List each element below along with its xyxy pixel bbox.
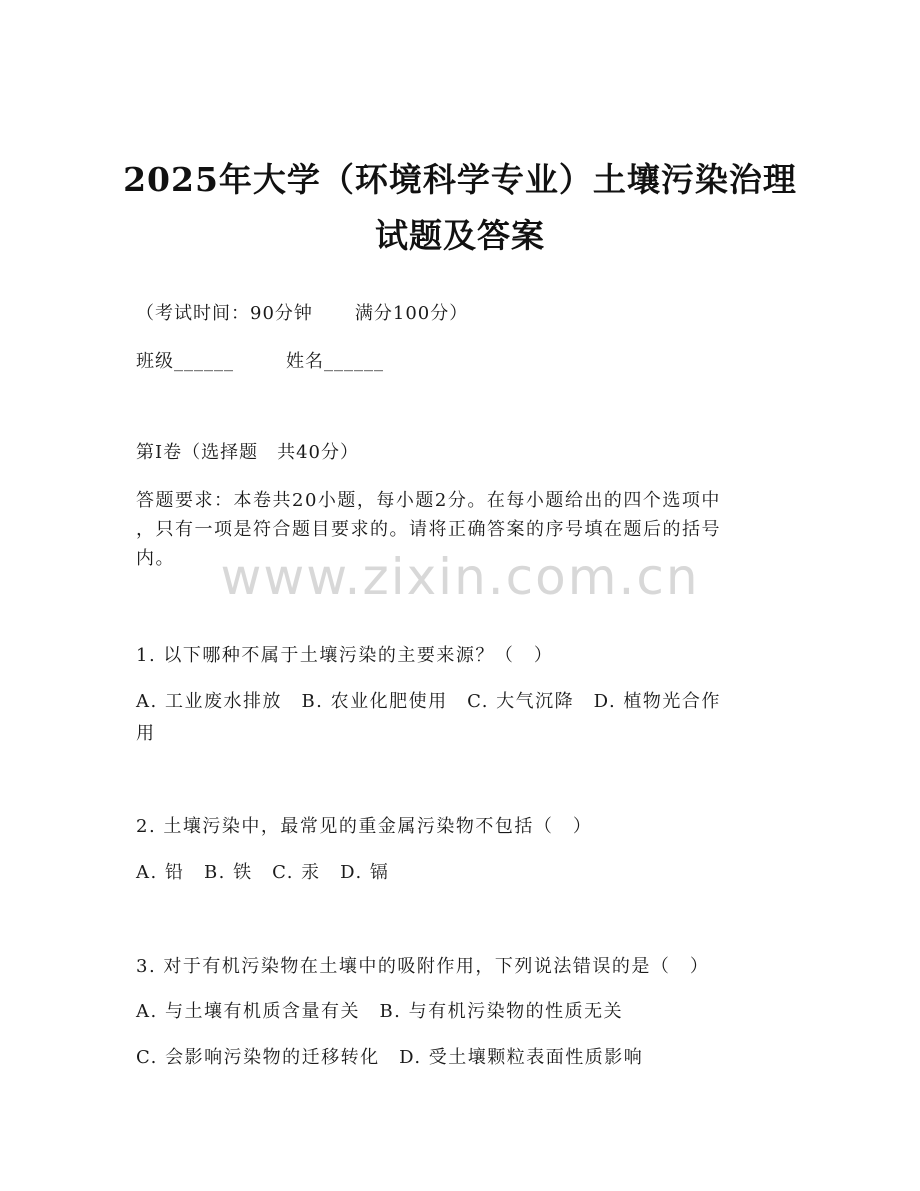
student-info [136,350,384,374]
question-3-options: A. 与土壤有机质含量有关 B. 与有机污染物的性质无关 [136,1001,624,1022]
requirements-line: 内。 [136,548,175,569]
page-title [0,152,920,264]
exam-time: （考试时间：90分钟 [136,303,313,324]
requirements-line: ，只有一项是符合题目要求的。请将正确答案的序号填在题后的括号 [136,519,721,540]
full-score: 满分100分） [354,303,469,324]
question-1-stem: 1. 以下哪种不属于土壤污染的主要来源？（ ） [136,645,554,666]
question-2-options: A. 铅 B. 铁 C. 汞 D. 镉 [136,862,390,883]
question-3-stem: 3. 对于有机污染物在土壤中的吸附作用，下列说法错误的是（ ） [136,956,710,977]
watermark: www.zixin.com.cn [220,548,700,606]
question-1-options: A. 工业废水排放 B. 农业化肥使用 C. 大气沉降 D. 植物光合作 [136,691,721,712]
answer-requirements [136,486,786,573]
question-1-options-cont: 用 [136,723,156,744]
exam-meta [136,302,468,326]
class-field: 班级______ [136,351,234,372]
requirements-line: 答题要求：本卷共20小题，每小题2分。在每小题给出的四个选项中 [136,490,721,511]
section-title: 第Ⅰ卷（选择题 共40分） [136,442,360,463]
question-2-stem: 2. 土壤污染中，最常见的重金属污染物不包括（ ） [136,816,593,837]
question-3-options-cont: C. 会影响污染物的迁移转化 D. 受土壤颗粒表面性质影响 [136,1047,644,1068]
name-field: 姓名______ [286,351,384,372]
title-line-1: 2025年大学（环境科学专业）土壤污染治理 [123,160,797,199]
title-line-2: 试题及答案 [375,216,545,255]
